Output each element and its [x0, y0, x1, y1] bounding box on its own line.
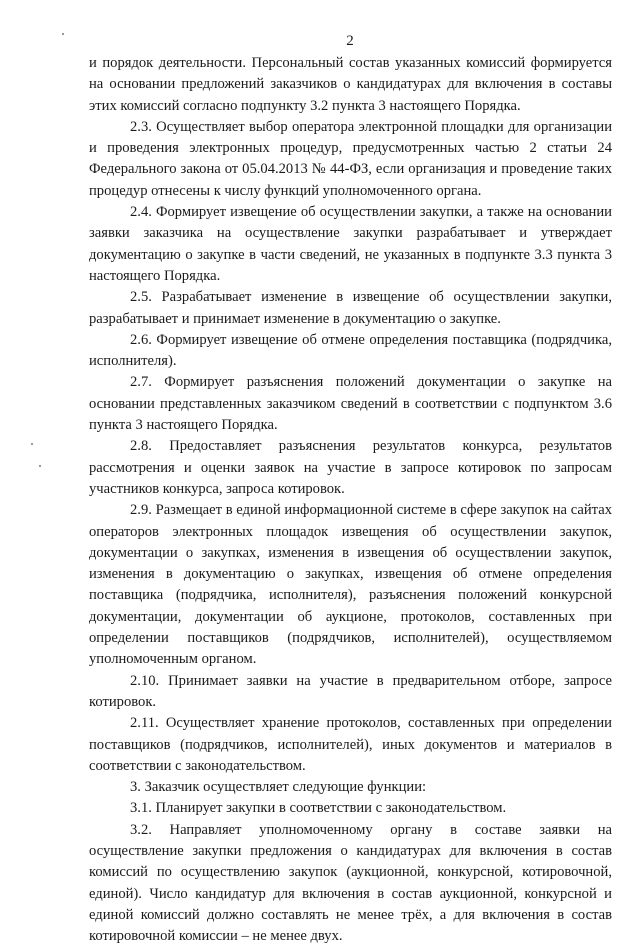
paragraph-2-3: 2.3. Осуществляет выбор оператора электронной площадки для организации и проведения электронных процедур, предусмотренных частью 2 статьи 24 Федерального закона от 05.04.2013 № 44-ФЗ, если организация и проведение таких процедур отнесены к числу функций уполномоченного органа.	[89, 118, 612, 199]
page-number: 2	[346, 33, 354, 49]
paragraph-2-6: 2.6. Формирует извещение об отмене определения поставщика (подрядчика, исполнителя).	[89, 331, 612, 370]
paragraph-2-10: 2.10. Принимает заявки на участие в предварительном отборе, запросе котировок.	[89, 672, 612, 710]
paragraph-2-11: 2.11. Осуществляет хранение протоколов, составленных при определении поставщиков (подрядчиков, исполнителей), иных документов и материалов в соответствии с законодательством.	[89, 715, 612, 774]
paragraph-2-4: 2.4. Формирует извещение об осуществлении закупки, а также на основании заявки заказчика на осуществление закупки разрабатывает и утверждает документацию о закупке в части сведений, не указанных в подпункте 3.3 пункта 3 настоящего Порядка.	[89, 204, 612, 284]
paragraph-3: 3. Заказчик осуществляет следующие функции:	[130, 779, 427, 796]
paragraph-2-7: 2.7. Формирует разъяснения положений документации о закупке на основании представленных заказчиком сведений в соответствии с подпунктом 3.6 пункта 3 настоящего Порядка.	[89, 374, 612, 434]
scan-speck	[31, 443, 33, 445]
document-body	[89, 53, 612, 947]
paragraph-2-9: 2.9. Размещает в единой информационной системе в сфере закупок на сайтах операторов электронных площадок извещения об осуществлении закупок, документации о закупках, изменения в извещения об осуществлении закупок, изменения в документацию о закупках, извещения об отмене определения поставщика (подрядчика, исполнителя), разъяснения положений конкурсной документации, документации об аукционе, протоколов, составленных при определении поставщиков (подрядчиков, исполнителей), осуществляемом уполномоченным органом.	[89, 502, 612, 668]
paragraph-3-1: 3.1. Планирует закупки в соответствии с законодательством.	[130, 800, 507, 817]
scan-speck	[62, 33, 64, 35]
scan-speck	[39, 465, 41, 467]
paragraph-continuation: и порядок деятельности. Персональный состав указанных комиссий формируется на основании предложений заказчиков о кандидатурах для включения в составы этих комиссий согласно подпункту 3.2 пункта 3 настоящего Порядка.	[89, 55, 612, 114]
paragraph-2-8: 2.8. Предоставляет разъяснения результатов конкурса, результатов рассмотрения и оценки заявок на участие в запросе котировок по запросам участников конкурса, запроса котировок.	[89, 438, 612, 497]
paragraph-3-2: 3.2. Направляет уполномоченному органу в составе заявки на осуществление закупки предложения о кандидатурах для включения в состав комиссий по осуществлению закупок (аукционной, конкурсной, котировочной, единой). Число кандидатур для включения в состав аукционной, конкурсной и единой комиссий должно составлять не менее трёх, а для включения в состав котировочной комиссии – не менее двух.	[89, 821, 612, 945]
paragraph-2-5: 2.5. Разрабатывает изменение в извещение об осуществлении закупки, разрабатывает и принимает изменение в документацию о закупке.	[89, 289, 612, 327]
